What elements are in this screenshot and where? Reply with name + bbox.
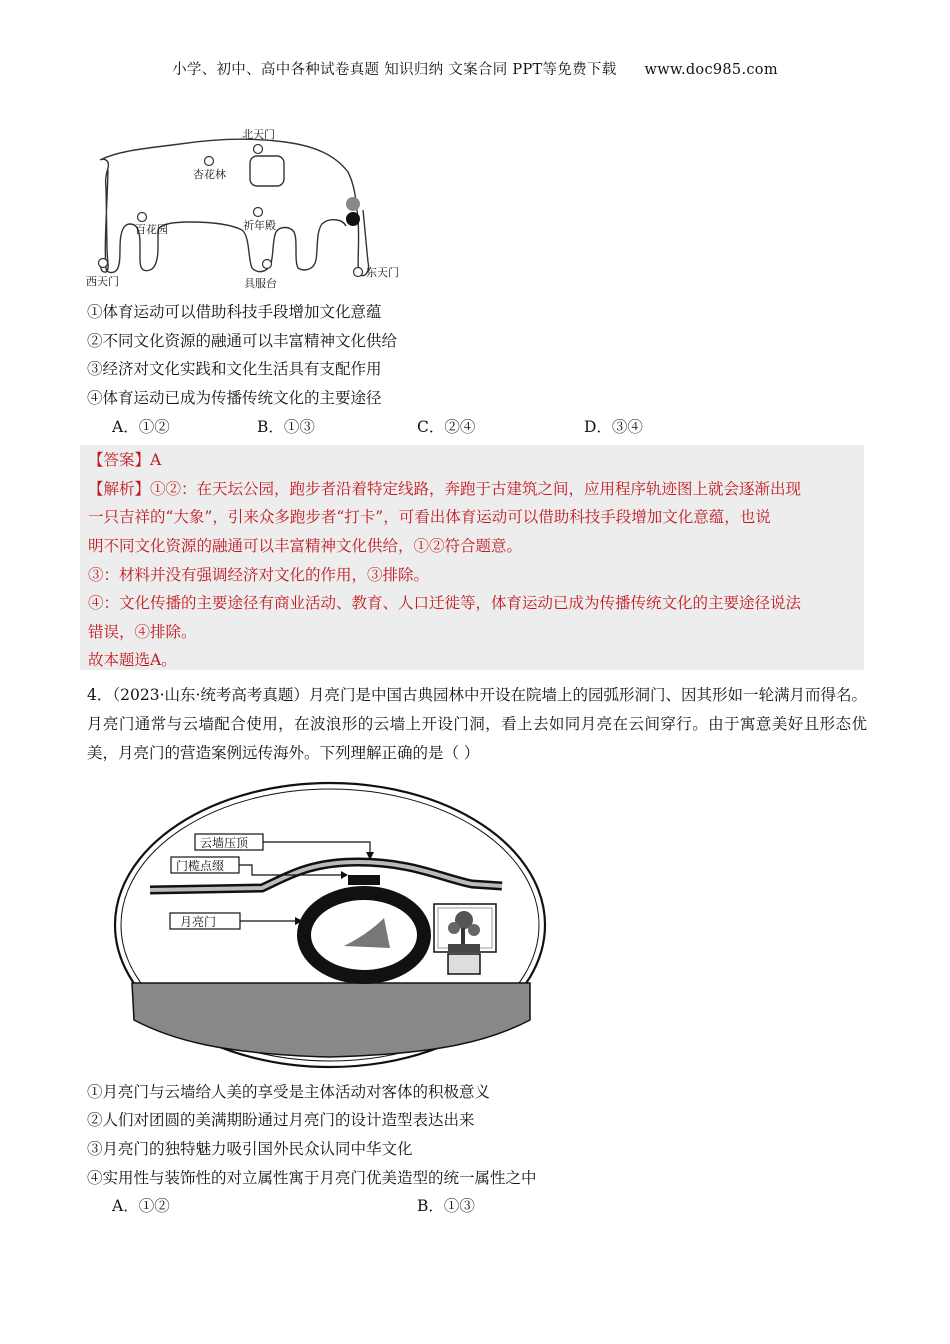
q4-statement-2: ②人们对团圆的美满期盼通过月亮门的设计造型表达出来 xyxy=(87,1111,475,1129)
q3-statement-3: ③经济对文化实践和文化生活具有支配作用 xyxy=(87,360,382,378)
q4-statement-1: ①月亮门与云墙给人美的享受是主体活动对客体的积极意义 xyxy=(87,1083,491,1101)
page-header xyxy=(0,58,950,79)
q3-statement-2: ②不同文化资源的融通可以丰富精神文化供给 xyxy=(87,332,398,350)
q3-option-b[interactable]: B．①③ xyxy=(257,418,315,436)
q3-statement-1: ①体育运动可以借助科技手段增加文化意蕴 xyxy=(87,303,382,321)
map-label-flowers: 百花园 xyxy=(135,223,168,236)
q3-options xyxy=(87,417,867,437)
q3-option-c[interactable]: C．②④ xyxy=(417,418,476,436)
fig-label-moon-gate: 月亮门 xyxy=(180,915,217,929)
analysis-line-4: ③：材料并没有强调经济对文化的作用，③排除。 xyxy=(88,566,430,584)
answer-line: 【答案】A xyxy=(88,451,162,469)
analysis-line-3: 明不同文化资源的融通可以丰富精神文化供给，①②符合题意。 xyxy=(88,537,523,555)
analysis-line-6: 错误，④排除。 xyxy=(88,623,197,641)
map-label-east: 东天门 xyxy=(366,266,399,279)
map-label-west: 西天门 xyxy=(86,275,119,288)
moon-gate-figure xyxy=(112,778,552,1073)
fig-label-cloud-wall: 云墙压顶 xyxy=(200,836,249,850)
map-label-north: 北天门 xyxy=(242,128,275,141)
q4-options xyxy=(87,1196,867,1216)
q3-statement-4: ④体育运动已成为传播传统文化的主要途径 xyxy=(87,389,382,407)
header-url[interactable]: www.doc985.com xyxy=(644,62,778,78)
analysis-line-5: ④：文化传播的主要途径有商业活动、教育、人口迁徙等，体育运动已成为传播传统文化的主要途径说法 xyxy=(88,594,802,612)
q3-option-a[interactable]: A．①② xyxy=(112,418,170,436)
analysis-line-2: 一只吉祥的“大象”，引来众多跑步者“打卡”，可看出体育运动可以借助科技手段增加文化意蕴，也说 xyxy=(88,508,771,526)
q4-option-b[interactable]: B．①③ xyxy=(417,1197,475,1215)
header-text: 小学、初中、高中各种试卷真题 知识归纳 文案合同 PPT等免费下载 xyxy=(172,62,617,78)
analysis-line-1: 【解析】①②：在天坛公园，跑步者沿着特定线路，奔跑于古建筑之间，应用程序轨迹图上就会逐渐出现 xyxy=(88,480,802,498)
map-label-apricot: 杏花林 xyxy=(193,168,226,181)
map-label-prayer: 祈年殿 xyxy=(243,219,276,232)
q4-option-a[interactable]: A．①② xyxy=(112,1197,170,1215)
q4-statement-4: ④实用性与装饰性的对立属性寓于月亮门优美造型的统一属性之中 xyxy=(87,1169,537,1187)
q3-option-d[interactable]: D．③④ xyxy=(584,418,643,436)
elephant-route-map xyxy=(80,120,420,295)
q4-statement-3: ③月亮门的独特魅力吸引国外民众认同中华文化 xyxy=(87,1140,413,1158)
map-label-robe: 具服台 xyxy=(244,277,277,290)
q4-stem: 4．（2023·山东·统考高考真题）月亮门是中国古典园林中开设在院墙上的园弧形洞门、因其形如一轮满月而得名。月亮门通常与云墙配合使用，在波浪形的云墙上开设门洞，看上去如同月亮在云间穿行。由于寓意美好且形态优美，月亮门的营造案例远传海外。下列理解正确的是（ ） xyxy=(87,686,867,762)
answer-analysis-box xyxy=(80,445,864,670)
fig-label-lintel: 门榄点缀 xyxy=(176,859,225,873)
analysis-line-7: 故本题选A。 xyxy=(88,651,177,669)
